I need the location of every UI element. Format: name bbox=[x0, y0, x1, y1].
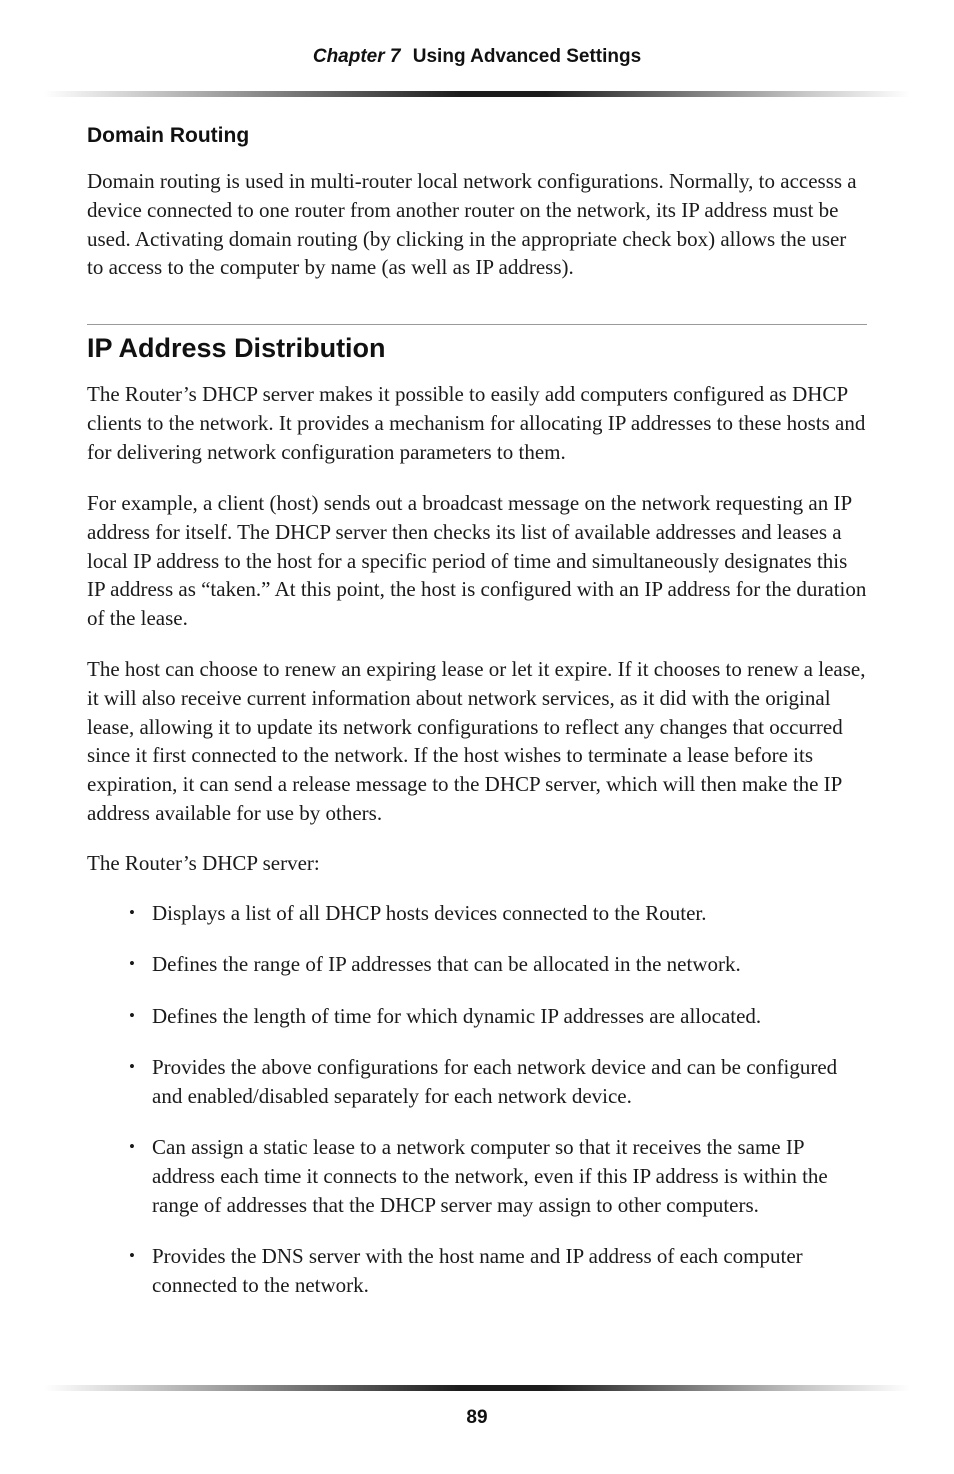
dhcp-feature-list bbox=[87, 899, 867, 1322]
ip-distribution-heading: IP Address Distribution bbox=[87, 333, 386, 363]
header-rule bbox=[44, 91, 910, 97]
domain-routing-paragraph: Domain routing is used in multi-router local network configurations. Normally, to accesss a device connected to one router from another router on the network, its IP address must be used. Activating domain routing (by clicking in the appropriate check box) allows the user to access to the computer by name (as well as IP address). bbox=[87, 169, 857, 280]
ip-distribution-paragraph-1: The Router’s DHCP server makes it possible to easily add computers configured as DHCP clients to the network. It provides a mechanism for allocating IP addresses to these hosts and for delivering network configuration parameters to them. bbox=[87, 382, 866, 464]
bullet-icon: • bbox=[129, 1005, 135, 1025]
ip-distribution-paragraph-3: The host can choose to renew an expiring lease or let it expire. If it chooses to renew a lease, it will also receive current information about network services, as it did with the original lease, allowing it to update its network configurations to reflect any changes that occurred since it first connected to the network. If the host wishes to terminate a lease before its expiration, it can send a release message to the DHCP server, which will then make the IP address available for use by others. bbox=[87, 657, 866, 825]
list-item-text: Displays a list of all DHCP hosts devices connected to the Router. bbox=[152, 901, 707, 925]
list-item bbox=[87, 950, 867, 979]
bullet-icon: • bbox=[129, 1136, 135, 1156]
list-item bbox=[87, 899, 867, 928]
list-item bbox=[87, 1053, 867, 1111]
list-item-text: Defines the length of time for which dynamic IP addresses are allocated. bbox=[152, 1003, 762, 1028]
chapter-title: Using Advanced Settings bbox=[412, 46, 642, 67]
section-divider bbox=[87, 324, 867, 325]
domain-routing-heading: Domain Routing bbox=[87, 124, 250, 147]
list-item bbox=[87, 1002, 867, 1031]
list-item bbox=[87, 1242, 867, 1300]
footer-rule bbox=[44, 1385, 910, 1391]
page-number: 89 bbox=[466, 1407, 488, 1428]
list-item-text: Provides the DNS server with the host name and IP address of each computer connected to the network. bbox=[152, 1243, 803, 1297]
ip-distribution-paragraph-2: For example, a client (host) sends out a broadcast message on the network requesting an IP address for itself. The DHCP server then checks its list of available addresses and leases a local IP address to the host for a specific period of time and simultaneously designates this IP address as “taken.” At this point, the host is configured with an IP address for the duration of the lease. bbox=[87, 491, 867, 631]
running-header bbox=[0, 46, 954, 68]
list-item-text: Defines the range of IP addresses that can be allocated in the network. bbox=[152, 952, 741, 977]
bullet-icon: • bbox=[129, 903, 135, 922]
list-item-text: Provides the above configurations for each network device and can be configured and enabled/disabled separately for each network device. bbox=[152, 1054, 838, 1108]
list-item-text: Can assign a static lease to a network computer so that it receives the same IP address each time it connects to the network, even if this IP address is within the range of addresses that the DHCP server may assign to other computers. bbox=[152, 1134, 828, 1217]
dhcp-server-intro: The Router’s DHCP server: bbox=[87, 851, 320, 875]
chapter-label: Chapter 7 bbox=[312, 46, 401, 67]
bullet-icon: • bbox=[129, 1245, 135, 1265]
bullet-icon: • bbox=[129, 1056, 135, 1076]
list-item bbox=[87, 1133, 867, 1219]
bullet-icon: • bbox=[129, 954, 135, 974]
